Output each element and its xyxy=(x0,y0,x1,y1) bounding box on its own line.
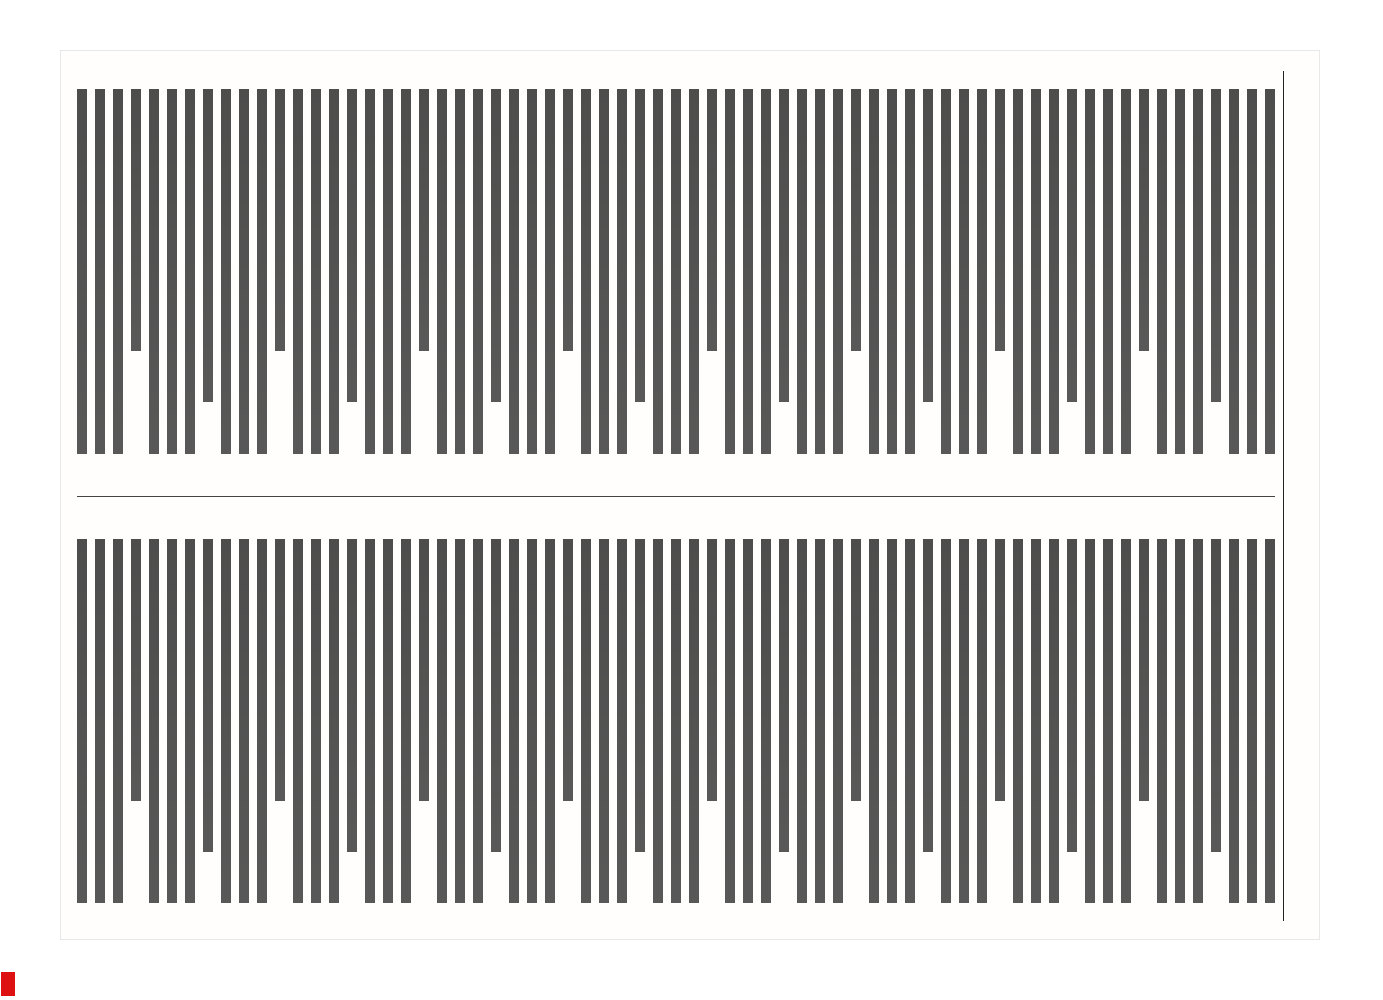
text-line xyxy=(401,539,411,904)
text-line xyxy=(635,89,645,402)
digitization-credit xyxy=(6,608,22,988)
text-line xyxy=(743,89,753,454)
text-line xyxy=(869,89,879,454)
text-line xyxy=(1139,89,1149,351)
text-line xyxy=(383,89,393,454)
text-line xyxy=(995,89,1005,351)
text-line xyxy=(1103,89,1113,454)
text-line xyxy=(563,89,573,351)
text-line xyxy=(1211,89,1221,402)
document-body xyxy=(77,71,1275,921)
text-line xyxy=(977,539,987,904)
text-line xyxy=(77,539,87,904)
text-line xyxy=(671,539,681,904)
text-line xyxy=(725,539,735,904)
text-line xyxy=(185,539,195,904)
text-line xyxy=(1247,89,1257,454)
left-column xyxy=(77,71,1275,472)
text-line xyxy=(185,89,195,454)
text-line xyxy=(1121,89,1131,454)
text-line xyxy=(1193,539,1203,904)
text-line xyxy=(977,89,987,454)
text-line xyxy=(1193,89,1203,454)
text-line xyxy=(761,89,771,454)
text-line xyxy=(77,89,87,454)
text-line xyxy=(905,539,915,904)
text-line xyxy=(347,89,357,402)
text-line xyxy=(329,539,339,904)
text-line xyxy=(329,89,339,454)
text-line xyxy=(815,539,825,904)
text-line xyxy=(599,539,609,904)
text-line xyxy=(473,539,483,904)
column-divider xyxy=(77,496,1275,497)
text-line xyxy=(167,89,177,454)
text-line xyxy=(221,89,231,454)
text-line xyxy=(491,89,501,402)
text-line xyxy=(923,539,933,852)
text-line xyxy=(239,539,249,904)
text-line xyxy=(851,89,861,351)
text-line xyxy=(743,539,753,904)
text-line xyxy=(941,539,951,904)
text-line xyxy=(401,89,411,454)
text-line xyxy=(275,89,285,351)
text-line xyxy=(1013,89,1023,454)
text-line xyxy=(113,89,123,454)
text-line xyxy=(509,539,519,904)
dfg-badge xyxy=(1,972,15,996)
text-line xyxy=(347,539,357,852)
text-line xyxy=(149,539,159,904)
text-line xyxy=(1031,89,1041,454)
text-line xyxy=(725,89,735,454)
text-line xyxy=(779,89,789,402)
text-line xyxy=(1175,89,1185,454)
text-line xyxy=(257,89,267,454)
text-line xyxy=(599,89,609,454)
text-line xyxy=(311,539,321,904)
text-line xyxy=(1265,89,1275,454)
text-line xyxy=(959,539,969,904)
text-line xyxy=(293,89,303,454)
text-line xyxy=(1103,539,1113,904)
text-line xyxy=(1031,539,1041,904)
text-line xyxy=(131,539,141,801)
text-line xyxy=(1175,539,1185,904)
text-line xyxy=(455,539,465,904)
text-line xyxy=(797,539,807,904)
text-line xyxy=(671,89,681,454)
text-line xyxy=(293,539,303,904)
rotated-document-content xyxy=(61,51,1320,940)
text-line xyxy=(221,539,231,904)
text-line xyxy=(1013,539,1023,904)
text-line xyxy=(1085,89,1095,454)
text-line xyxy=(887,89,897,454)
text-line xyxy=(779,539,789,852)
text-line xyxy=(203,539,213,852)
text-line xyxy=(419,89,429,351)
text-line xyxy=(869,539,879,904)
right-column xyxy=(77,521,1275,922)
text-line xyxy=(707,539,717,801)
text-line xyxy=(545,89,555,454)
text-line xyxy=(689,89,699,454)
text-line xyxy=(1067,539,1077,852)
text-line xyxy=(905,89,915,454)
text-line xyxy=(617,89,627,454)
text-line xyxy=(419,539,429,801)
text-line xyxy=(1247,539,1257,904)
text-line xyxy=(689,539,699,904)
text-line xyxy=(239,89,249,454)
text-line xyxy=(653,539,663,904)
text-line xyxy=(563,539,573,801)
text-line xyxy=(833,539,843,904)
document-sheet xyxy=(60,50,1320,940)
text-line xyxy=(1139,539,1149,801)
text-line xyxy=(383,539,393,904)
text-line xyxy=(635,539,645,852)
text-line xyxy=(959,89,969,454)
text-line xyxy=(95,89,105,454)
text-line xyxy=(617,539,627,904)
text-line xyxy=(1049,89,1059,454)
text-line xyxy=(437,539,447,904)
text-line xyxy=(131,89,141,351)
text-line xyxy=(1211,539,1221,852)
text-line xyxy=(1067,89,1077,402)
text-line xyxy=(455,89,465,454)
text-line xyxy=(545,539,555,904)
text-line xyxy=(257,539,267,904)
text-line xyxy=(1085,539,1095,904)
text-line xyxy=(437,89,447,454)
text-line xyxy=(707,89,717,351)
text-line xyxy=(1229,539,1239,904)
text-line xyxy=(851,539,861,801)
text-line xyxy=(167,539,177,904)
text-line xyxy=(113,539,123,904)
text-line xyxy=(365,89,375,454)
text-line xyxy=(581,89,591,454)
text-line xyxy=(1229,89,1239,454)
text-line xyxy=(833,89,843,454)
text-line xyxy=(797,89,807,454)
text-line xyxy=(1157,539,1167,904)
text-line xyxy=(203,89,213,402)
text-line xyxy=(365,539,375,904)
document-header xyxy=(1283,71,1309,921)
text-line xyxy=(815,89,825,454)
text-line xyxy=(887,539,897,904)
text-line xyxy=(275,539,285,801)
text-line xyxy=(1265,539,1275,904)
text-line xyxy=(995,539,1005,801)
text-line xyxy=(581,539,591,904)
text-line xyxy=(311,89,321,454)
text-line xyxy=(761,539,771,904)
text-line xyxy=(95,539,105,904)
text-line xyxy=(941,89,951,454)
text-line xyxy=(149,89,159,454)
text-line xyxy=(491,539,501,852)
text-line xyxy=(1157,89,1167,454)
text-line xyxy=(653,89,663,454)
text-line xyxy=(923,89,933,402)
text-line xyxy=(527,539,537,904)
text-line xyxy=(1121,539,1131,904)
text-line xyxy=(509,89,519,454)
text-line xyxy=(1049,539,1059,904)
text-line xyxy=(473,89,483,454)
text-line xyxy=(527,89,537,454)
